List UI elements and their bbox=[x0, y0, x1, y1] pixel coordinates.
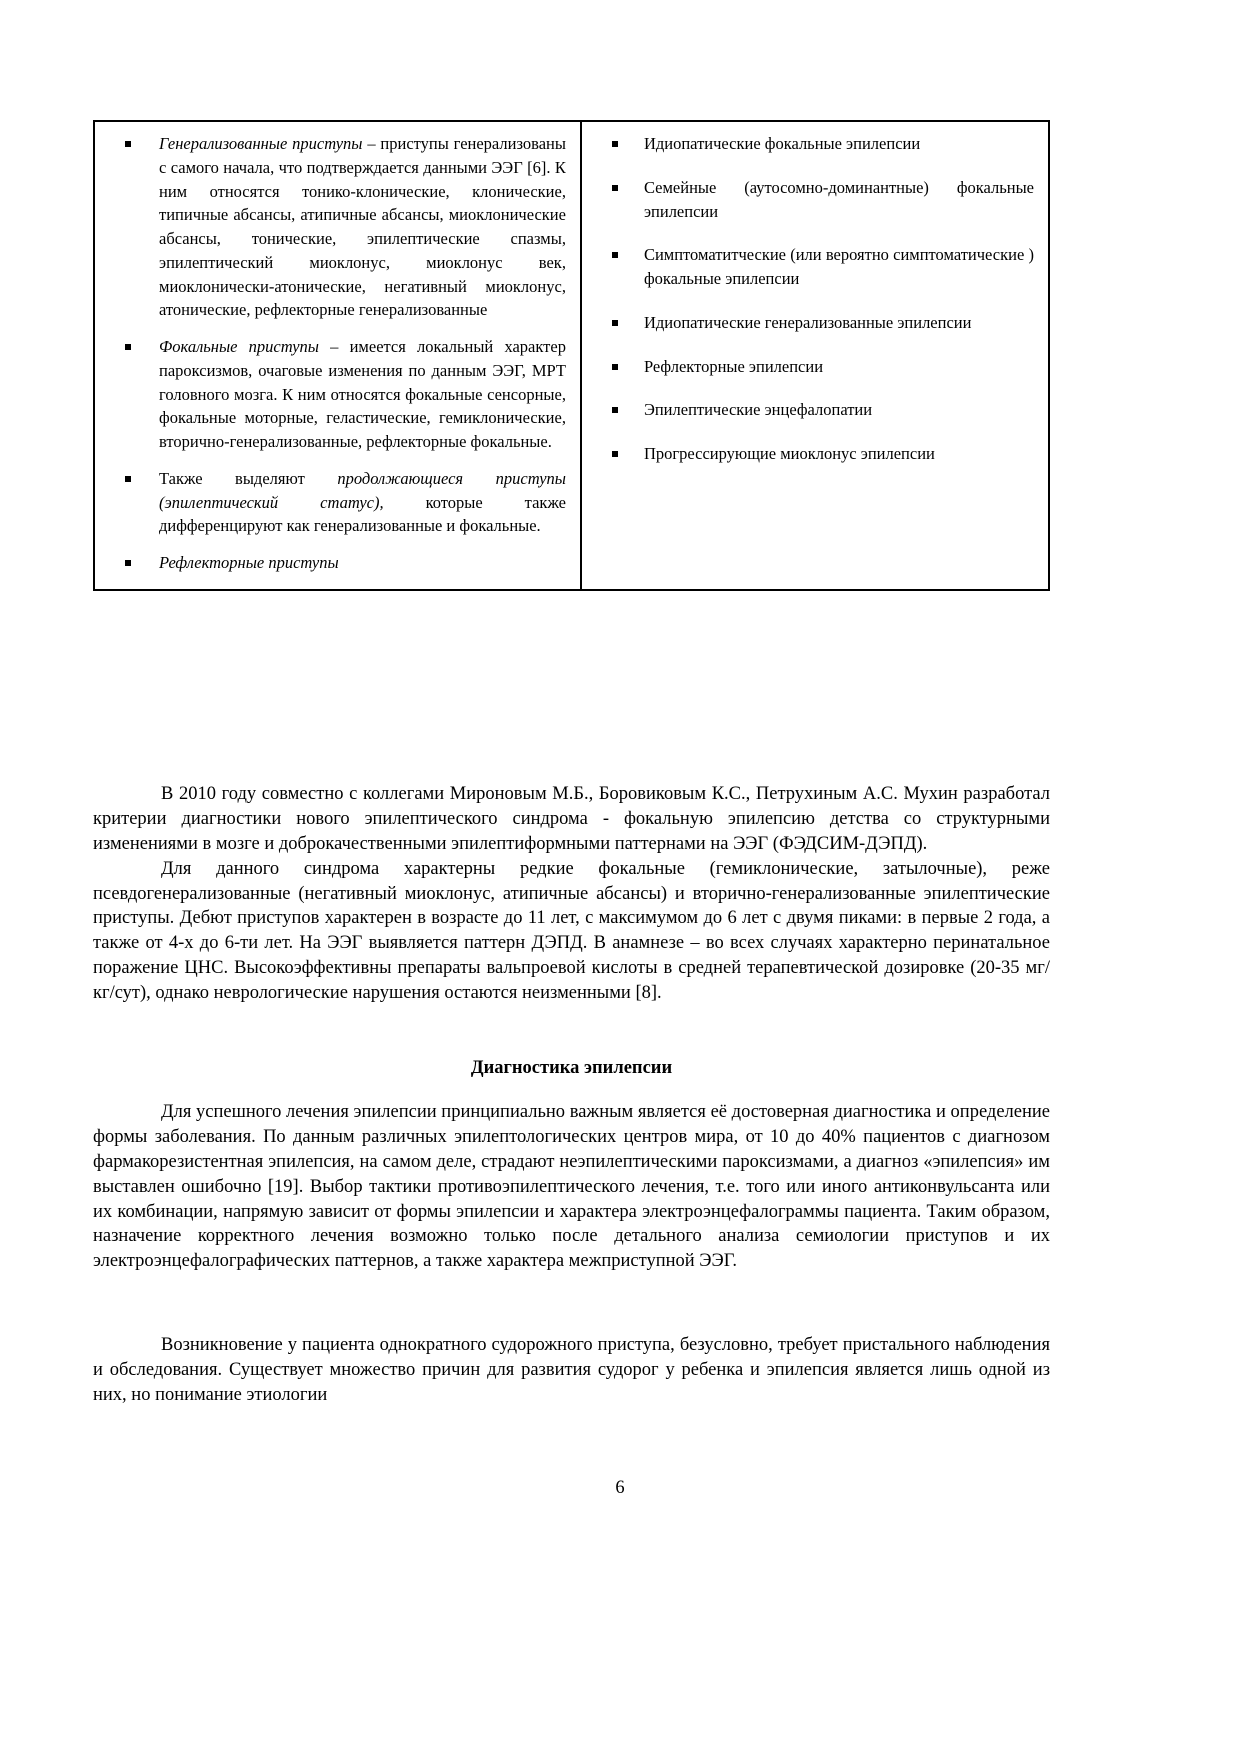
table-cell-seizure-types bbox=[95, 122, 582, 589]
page-section-title: Диагностика эпилепсии bbox=[470, 1058, 673, 1078]
list-item-progressive-myoclonus: Прогрессирующие миоклонус эпилепсии bbox=[596, 442, 1034, 466]
item-term-status: продолжающиеся приступы (эпилептический статус), bbox=[159, 468, 566, 512]
list-item-idiopathic-focal: Идиопатические фокальные эпилепсии bbox=[596, 132, 1034, 156]
item-text-generalized: – приступы генерализованы с самого начала, что подтверждается данными ЭЭГ [6]. К ним относятся тонико-клонические, клонические, типичные абсансы, атипичные абсансы, миоклонические абсансы, тонические, эпилептические спазмы, эпилептический миоклонус, миоклонус век, миоклонически-атонические, негативный миоклонус, атонические, рефлекторные генерализованные bbox=[159, 134, 566, 320]
item-text-focal: – имеется локальный характер пароксизмов, очаговые изменения по данным ЭЭГ, МРТ головного мозга. К ним относятся фокальные сенсорные, фокальные моторные, геластические, гемиклонические, вторично-генерализованные, рефлекторные фокальные. bbox=[159, 337, 566, 451]
item-term-generalized: Генерализованные приступы bbox=[159, 134, 363, 153]
heading-block bbox=[93, 1056, 1050, 1081]
list-item-idiopathic-generalized: Идиопатические генерализованные эпилепсии bbox=[596, 311, 1034, 335]
list-item-status-epilepticus bbox=[109, 467, 566, 538]
paragraph-mukhin-2010: В 2010 году совместно с коллегами Мироновым М.Б., Боровиковым К.С., Петрухиным А.С. Мухин разработал критерии диагностики нового эпилептического синдрома - фокальную эпилепсию детства со структурными изменениями в мозге и доброкачественными эпилептиформными паттернами на ЭЭГ (ФЭДСИМ-ДЭПД). bbox=[93, 784, 1050, 854]
list-item-generalized-seizures bbox=[109, 132, 566, 322]
list-item-reflex-seizures bbox=[109, 551, 566, 575]
paragraph-single-seizure: Возникновение у пациента однократного судорожного приступа, безусловно, требует пристального наблюдения и обследования. Существует множество причин для развития судорог у ребенка и эпилепсия является лишь одной из них, но понимание этиологии bbox=[93, 1335, 1050, 1405]
classification-table bbox=[93, 120, 1050, 591]
list-item-familial-focal: Семейные (аутосомно-доминантные) фокальные эпилепсии bbox=[596, 176, 1034, 224]
seizure-types-list bbox=[109, 132, 566, 575]
paragraph-diagnosis-importance: Для успешного лечения эпилепсии принципиально важным является её достоверная диагностика и определение формы заболевания. По данным различных эпилептологических центров мира, от 10 до 40% пациентов с диагнозом фармакорезистентная эпилепсия, на самом деле, страдают неэпилептическими пароксизмами, а диагноз «эпилепсия» им выставлен ошибочно [19]. Выбор тактики противоэпилептического лечения, т.е. того или иного антиконвульсанта или их комбинации, напрямую зависит от формы эпилепсии и характера электроэнцефалограммы пациента. Таким образом, назначение корректного лечения возможно только после детального анализа семиологии приступов и их электроэнцефалографических паттернов, а также характера межприступной ЭЭГ. bbox=[93, 1102, 1050, 1272]
item-term-reflex: Рефлекторные приступы bbox=[159, 553, 339, 572]
epilepsy-forms-list bbox=[596, 132, 1034, 466]
table-cell-epilepsy-forms bbox=[582, 122, 1048, 589]
item-text-status: которые также дифференцируют как генерализованные и фокальные. bbox=[159, 492, 566, 536]
body-text-block-1 bbox=[93, 782, 1050, 1006]
paragraph-syndrome-features: Для данного синдрома характерны редкие фокальные (гемиклонические, затылочные), реже псевдогенерализованные (негативный миоклонус, атипичные абсансы) и вторично-генерализованные эпилептические приступы. Дебют приступов характерен в возрасте до 11 лет, с максимумом до 6 лет с двумя пиками: в первые 2 года, а также от 4-х до 6-ти лет. На ЭЭГ выявляется паттерн ДЭПД. В анамнезе – во всех случаях характерно перинатальное поражение ЦНС. Высокоэффективны препараты вальпроевой кислоты в средней терапевтической дозировке (20-35 мг/кг/сут), однако неврологические нарушения остаются неизменными [8]. bbox=[93, 858, 1050, 1003]
list-item-reflex-epilepsies: Рефлекторные эпилепсии bbox=[596, 355, 1034, 379]
body-text-block-3 bbox=[93, 1333, 1050, 1408]
item-term-focal: Фокальные приступы bbox=[159, 337, 319, 356]
page-number: 6 bbox=[615, 1478, 625, 1498]
item-prefix-status: Также выделяют bbox=[159, 468, 338, 488]
list-item-epileptic-encephalopathies: Эпилептические энцефалопатии bbox=[596, 398, 1034, 422]
list-item-focal-seizures bbox=[109, 335, 566, 454]
list-item-symptomatic-focal: Симптоматитческие (или вероятно симптоматические ) фокальные эпилепсии bbox=[596, 243, 1034, 291]
body-text-block-2 bbox=[93, 1100, 1050, 1274]
